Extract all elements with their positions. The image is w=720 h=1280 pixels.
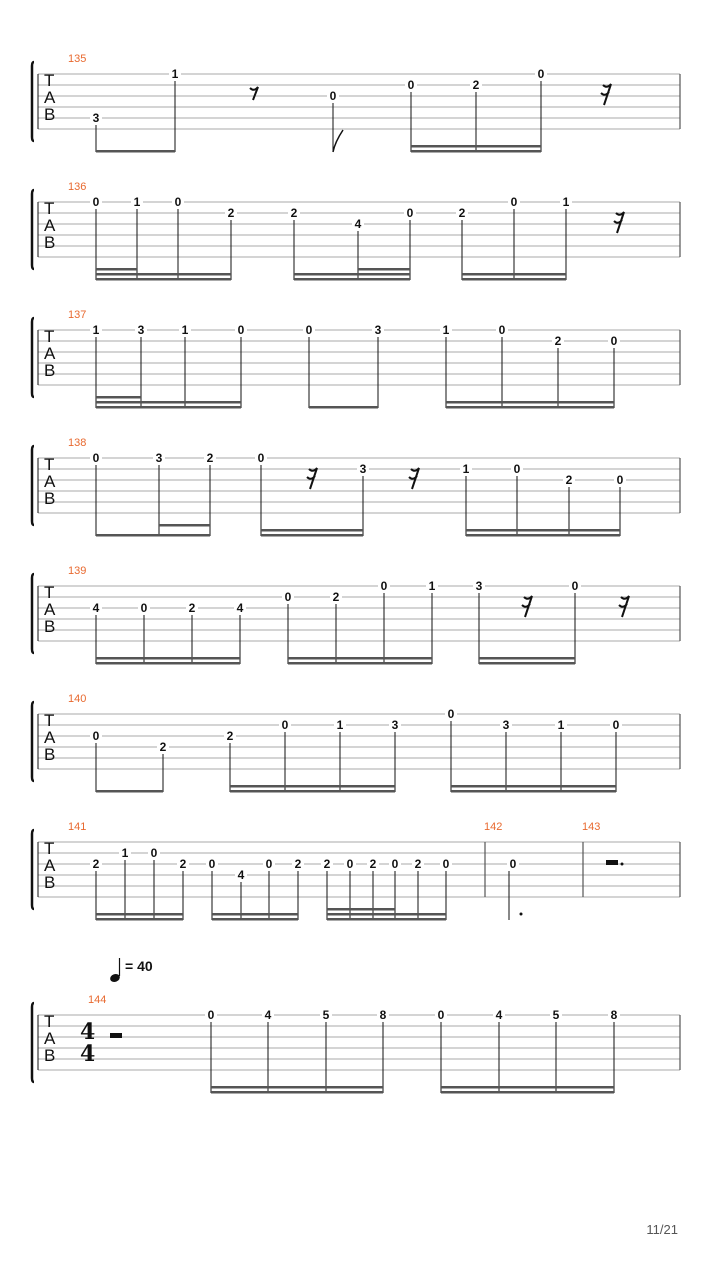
fret-number: 0 (510, 195, 518, 209)
fret-number: 0 (447, 707, 455, 721)
fret-number: 4 (354, 217, 362, 231)
tab-clef-letter-b: B (44, 489, 56, 508)
fret-number: 0 (281, 718, 289, 732)
fret-number: 0 (571, 579, 579, 593)
sixteenth-rest-icon (601, 84, 611, 105)
fret-number: 0 (329, 89, 337, 103)
fret-number: 3 (391, 718, 399, 732)
fret-number: 0 (237, 323, 245, 337)
beam (96, 662, 240, 665)
fret-number: 4 (237, 868, 245, 882)
beam-tertiary (96, 268, 137, 271)
beam-secondary (327, 913, 446, 916)
beam (411, 150, 541, 153)
fret-number: 1 (428, 579, 436, 593)
fret-number: 0 (92, 451, 100, 465)
beam (211, 1091, 383, 1094)
fret-number: 0 (284, 590, 292, 604)
eighth-rest-icon (250, 87, 258, 100)
note-flag (333, 130, 343, 152)
fret-number: 0 (207, 1008, 215, 1022)
beam-secondary (451, 785, 616, 788)
fret-number: 2 (554, 334, 562, 348)
measure-number: 136 (68, 181, 87, 193)
tab-clef-letter-a: A (44, 728, 56, 747)
beam-secondary (96, 401, 241, 404)
fret-number: 1 (133, 195, 141, 209)
beam (261, 534, 363, 537)
beam-secondary (411, 145, 541, 148)
tab-clef-letter-b: B (44, 873, 56, 892)
augmentation-dot (621, 863, 624, 866)
fret-number: 2 (369, 857, 377, 871)
beam-secondary (96, 273, 231, 276)
fret-number: 1 (557, 718, 565, 732)
fret-number: 0 (537, 67, 545, 81)
fret-number: 0 (616, 473, 624, 487)
fret-number: 0 (391, 857, 399, 871)
sixteenth-rest-icon (614, 212, 624, 233)
system-bracket (32, 62, 34, 141)
fret-number: 2 (159, 740, 167, 754)
tab-clef-letter-t: T (44, 1012, 55, 1031)
fret-number: 0 (140, 601, 148, 615)
fret-number: 2 (458, 206, 466, 220)
tab-clef-letter-b: B (44, 1046, 56, 1065)
beam (327, 918, 446, 921)
measure-number: 143 (582, 821, 601, 833)
fret-number: 0 (208, 857, 216, 871)
fret-number: 0 (612, 718, 620, 732)
measure-number: 139 (68, 565, 87, 577)
beam (479, 662, 575, 665)
fret-number: 3 (374, 323, 382, 337)
half-rest-icon (606, 860, 618, 865)
system-bracket (32, 446, 34, 525)
measure-number: 144 (88, 994, 107, 1006)
fret-number: 5 (552, 1008, 560, 1022)
beam-secondary (230, 785, 395, 788)
fret-number: 0 (92, 195, 100, 209)
beam (462, 278, 566, 281)
system-bracket (32, 830, 34, 909)
beam-tertiary (327, 908, 395, 911)
beam-tertiary (96, 396, 141, 399)
fret-number: 2 (226, 729, 234, 743)
fret-number: 8 (610, 1008, 618, 1022)
beam (446, 406, 614, 409)
sixteenth-rest-icon (409, 468, 419, 489)
beam (288, 662, 432, 665)
measure-number: 137 (68, 309, 87, 321)
beam (441, 1091, 614, 1094)
fret-number: 0 (498, 323, 506, 337)
tab-clef-letter-b: B (44, 745, 56, 764)
time-signature-top: 4 (80, 1019, 96, 1045)
tab-clef-letter-a: A (44, 1029, 56, 1048)
beam-secondary (211, 1086, 383, 1089)
tab-clef-letter-t: T (44, 711, 55, 730)
tab-clef-letter-b: B (44, 361, 56, 380)
fret-number: 0 (509, 857, 517, 871)
tab-clef-letter-a: A (44, 88, 56, 107)
fret-number: 5 (322, 1008, 330, 1022)
beam-secondary (479, 657, 575, 660)
fret-number: 0 (406, 206, 414, 220)
fret-number: 2 (294, 857, 302, 871)
fret-number: 3 (137, 323, 145, 337)
tab-clef-letter-t: T (44, 327, 55, 346)
tab-clef-letter-t: T (44, 71, 55, 90)
fret-number: 2 (414, 857, 422, 871)
system-bracket (32, 574, 34, 653)
sixteenth-rest-icon (522, 596, 532, 617)
fret-number: 0 (380, 579, 388, 593)
fret-number: 0 (150, 846, 158, 860)
fret-number: 0 (437, 1008, 445, 1022)
beam (309, 406, 378, 409)
fret-number: 2 (92, 857, 100, 871)
fret-number: 1 (121, 846, 129, 860)
fret-number: 1 (171, 67, 179, 81)
fret-number: 3 (359, 462, 367, 476)
beam (96, 534, 210, 537)
beam-secondary (294, 273, 410, 276)
tab-clef-letter-t: T (44, 839, 55, 858)
beam (212, 918, 298, 921)
fret-number: 3 (502, 718, 510, 732)
fret-number: 0 (442, 857, 450, 871)
fret-number: 2 (206, 451, 214, 465)
beam (294, 278, 410, 281)
fret-number: 0 (265, 857, 273, 871)
fret-number: 8 (379, 1008, 387, 1022)
page-number: 11/21 (646, 1222, 678, 1237)
beam (466, 534, 620, 537)
fret-number: 2 (290, 206, 298, 220)
fret-number: 1 (92, 323, 100, 337)
fret-number: 3 (92, 111, 100, 125)
fret-number: 0 (92, 729, 100, 743)
measure-number: 142 (484, 821, 503, 833)
system-bracket (32, 702, 34, 781)
fret-number: 4 (264, 1008, 272, 1022)
measure-number: 138 (68, 437, 87, 449)
fret-number: 1 (442, 323, 450, 337)
fret-number: 4 (236, 601, 244, 615)
tab-clef-letter-a: A (44, 216, 56, 235)
fret-number: 0 (257, 451, 265, 465)
beam-secondary (261, 529, 363, 532)
beam-secondary (212, 913, 298, 916)
fret-number: 2 (472, 78, 480, 92)
fret-number: 3 (475, 579, 483, 593)
tab-clef-letter-b: B (44, 233, 56, 252)
fret-number: 2 (188, 601, 196, 615)
fret-number: 1 (562, 195, 570, 209)
tempo-marking: = 40 (125, 958, 153, 974)
tab-clef-letter-t: T (44, 199, 55, 218)
tab-clef-letter-b: B (44, 617, 56, 636)
fret-number: 0 (174, 195, 182, 209)
beam (96, 790, 163, 793)
fret-number: 1 (462, 462, 470, 476)
fret-number: 2 (323, 857, 331, 871)
system-bracket (32, 1003, 34, 1082)
beam-secondary (288, 657, 432, 660)
fret-number: 3 (155, 451, 163, 465)
tab-clef-letter-a: A (44, 600, 56, 619)
system-bracket (32, 190, 34, 269)
beam (96, 278, 231, 281)
fret-number: 0 (305, 323, 313, 337)
time-signature-bottom: 4 (80, 1041, 96, 1067)
measure-number: 140 (68, 693, 87, 705)
beam-secondary (466, 529, 620, 532)
tab-clef-letter-b: B (44, 105, 56, 124)
measure-number: 135 (68, 53, 87, 65)
beam (96, 918, 183, 921)
half-rest-icon (110, 1033, 122, 1038)
fret-number: 2 (179, 857, 187, 871)
fret-number: 1 (181, 323, 189, 337)
beam-secondary (96, 657, 240, 660)
fret-number: 0 (346, 857, 354, 871)
beam (96, 150, 175, 153)
fret-number: 2 (565, 473, 573, 487)
beam (230, 790, 395, 793)
fret-number: 2 (227, 206, 235, 220)
beam-tertiary (159, 524, 210, 527)
tab-clef-letter-t: T (44, 583, 55, 602)
fret-number: 0 (610, 334, 618, 348)
beam-secondary (462, 273, 566, 276)
beam-secondary (446, 401, 614, 404)
measure-number: 141 (68, 821, 87, 833)
sixteenth-rest-icon (619, 596, 629, 617)
fret-number: 1 (336, 718, 344, 732)
augmentation-dot (520, 913, 523, 916)
beam (451, 790, 616, 793)
tab-clef-letter-a: A (44, 856, 56, 875)
fret-number: 4 (495, 1008, 503, 1022)
beam-tertiary (358, 268, 410, 271)
tab-clef-letter-a: A (44, 472, 56, 491)
fret-number: 2 (332, 590, 340, 604)
sixteenth-rest-icon (307, 468, 317, 489)
tab-clef-letter-t: T (44, 455, 55, 474)
fret-number: 0 (513, 462, 521, 476)
system-bracket (32, 318, 34, 397)
tab-clef-letter-a: A (44, 344, 56, 363)
beam (96, 406, 241, 409)
fret-number: 4 (92, 601, 100, 615)
fret-number: 0 (407, 78, 415, 92)
beam-secondary (96, 913, 183, 916)
beam-secondary (441, 1086, 614, 1089)
